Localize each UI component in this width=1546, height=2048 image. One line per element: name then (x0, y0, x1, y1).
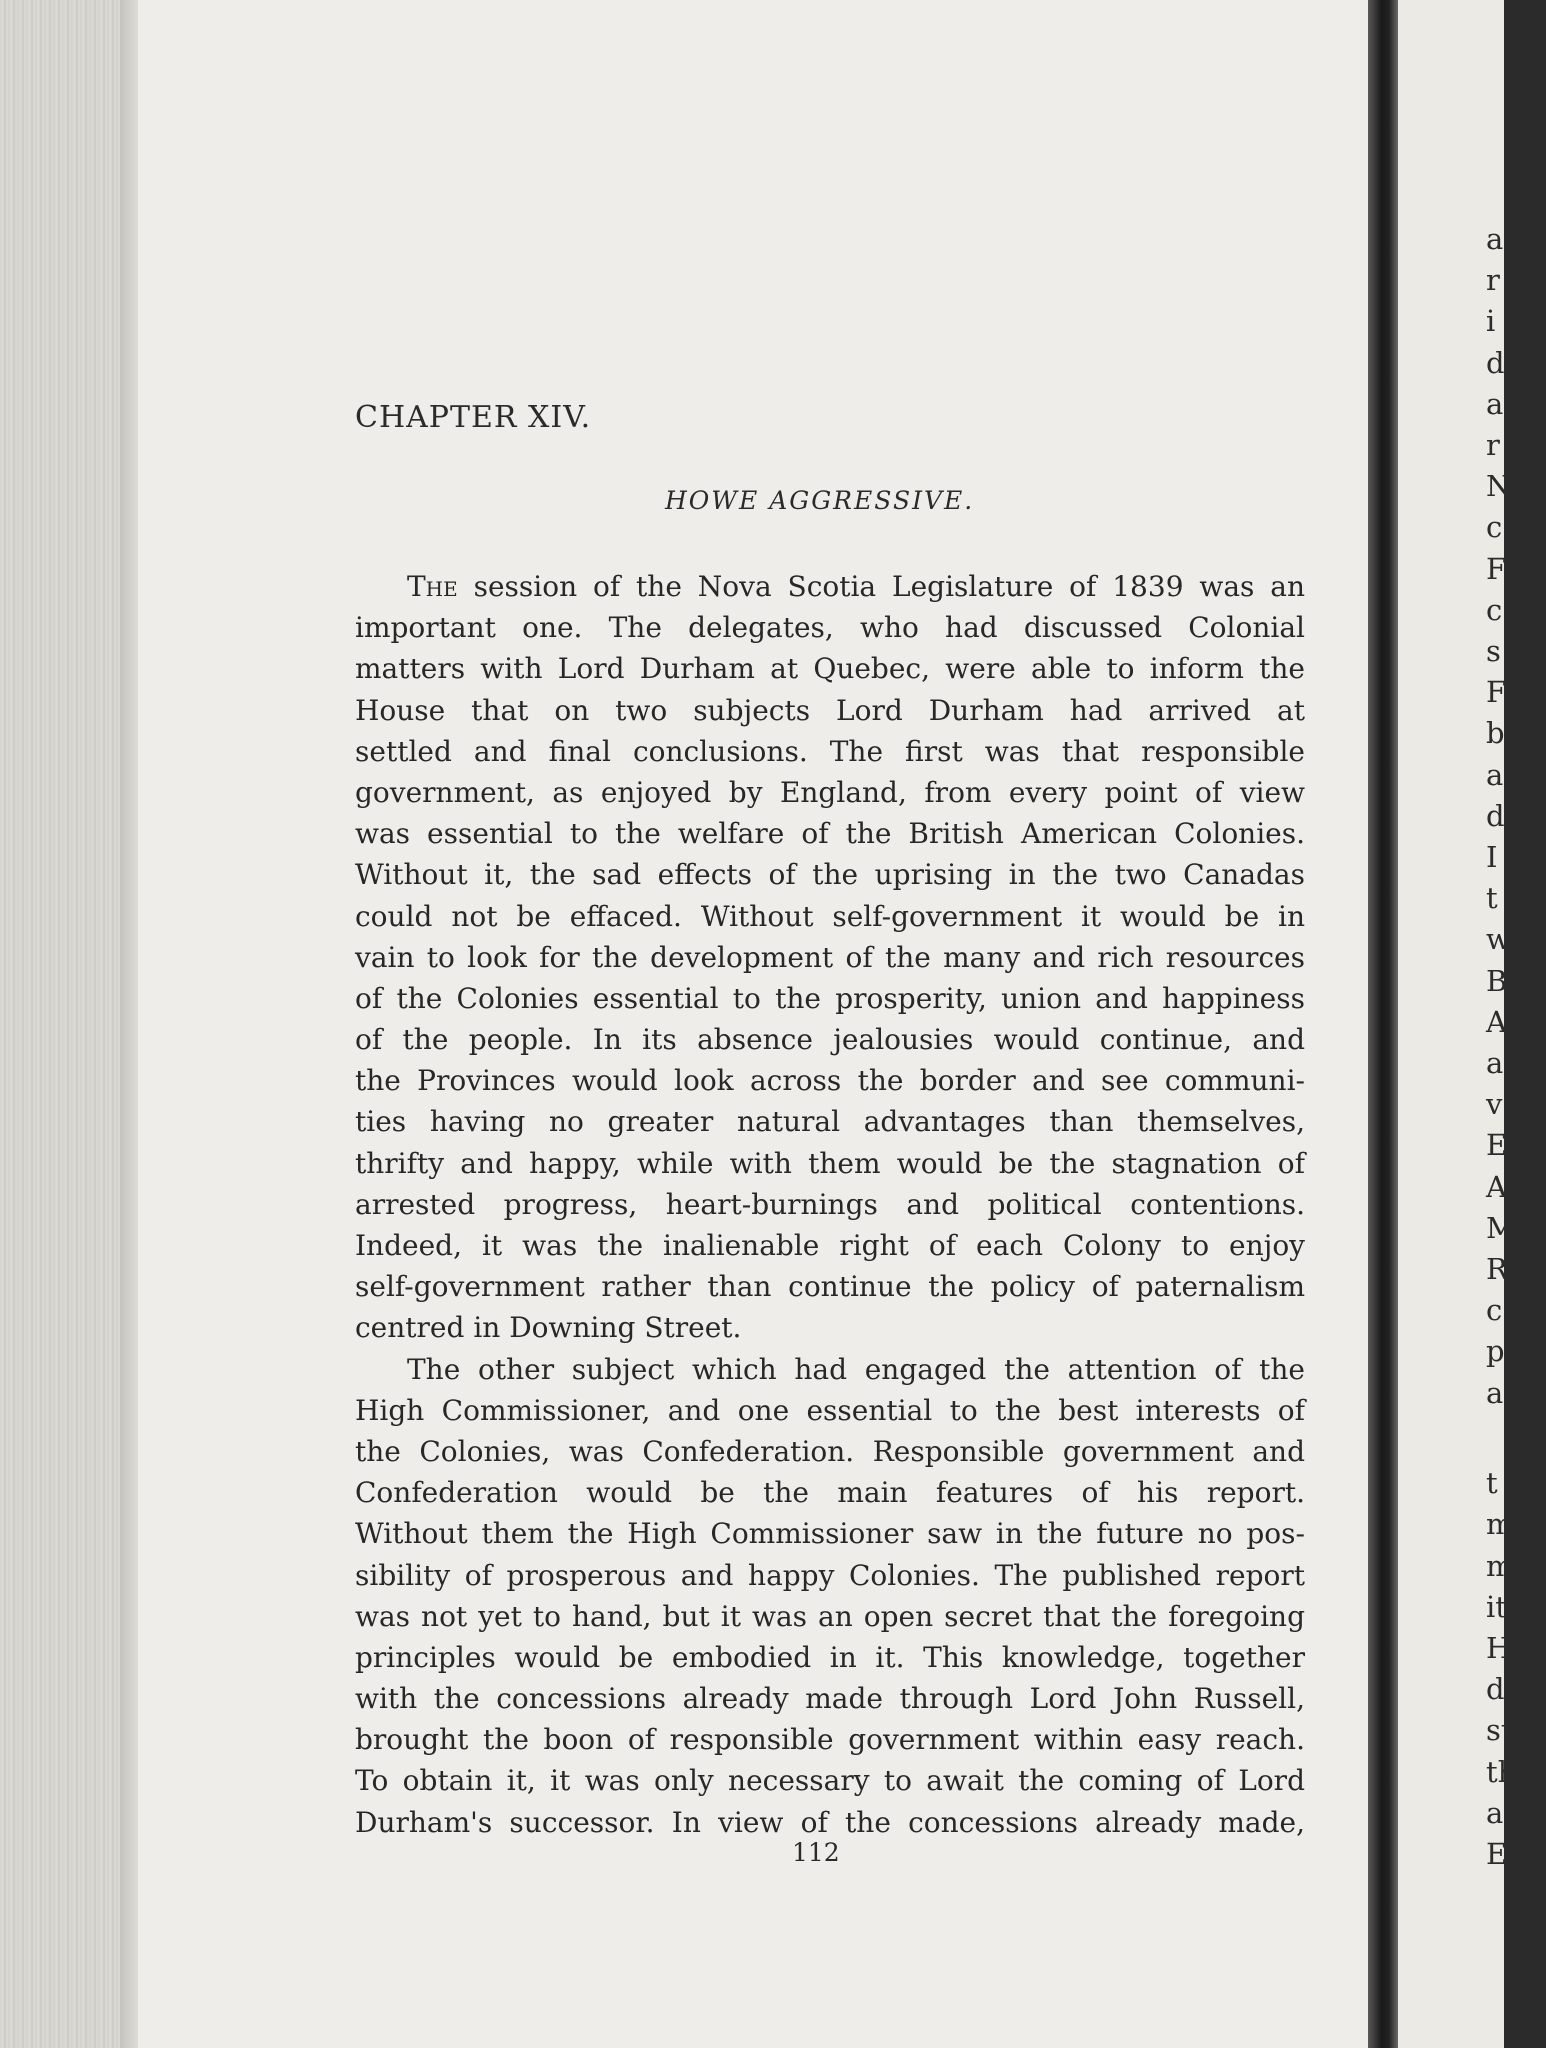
facing-page-line-fragment: a (1486, 757, 1504, 792)
facing-page-line-fragment: c (1486, 510, 1503, 545)
facing-page-line-fragment: a (1486, 222, 1504, 256)
facing-page-line-fragment: v (1486, 1087, 1503, 1122)
facing-page-line-fragment: a (1486, 386, 1504, 421)
body-line: important one. The delegates, who had discussed Colonial (355, 611, 1305, 645)
chapter-subtitle: HOWE AGGRESSIVE. (665, 486, 975, 515)
body-line: was not yet to hand, but it was an open secret that the foregoing (355, 1599, 1305, 1633)
body-line: principles would be embodied in it. This knowledge, together (355, 1640, 1305, 1674)
facing-page-line-fragment: r (1486, 428, 1500, 462)
body-line: the Provinces would look across the border and see communi- (355, 1064, 1305, 1098)
facing-page-line-fragment: d (1486, 798, 1505, 833)
facing-page-line-fragment: c (1486, 1293, 1503, 1328)
body-line: could not be effaced. Without self-government it would be in (355, 899, 1305, 933)
facing-page-line-fragment: th (1486, 1754, 1517, 1789)
facing-page-line-fragment: m (1486, 1507, 1514, 1542)
body-line: self-government rather than continue the policy of paternalism (355, 1270, 1305, 1304)
facing-page-line-fragment: B (1486, 963, 1508, 998)
body-line: of the people. In its absence jealousies would continue, and (355, 1023, 1305, 1057)
facing-page-line-fragment: I (1486, 840, 1498, 874)
facing-page-line-fragment: F (1486, 675, 1507, 710)
facing-page-line-fragment: w (1486, 922, 1511, 957)
body-line: matters with Lord Durham at Quebec, were able to inform the (355, 652, 1305, 686)
facing-page (1398, 0, 1517, 2048)
body-line: vain to look for the development of the many and rich resources (355, 940, 1305, 974)
body-line: House that on two subjects Lord Durham had arrived at (355, 693, 1305, 727)
facing-page-line-fragment: b (1486, 716, 1505, 751)
body-line: brought the boon of responsible government within easy reach. (355, 1723, 1305, 1757)
body-line: settled and final conclusions. The first was that responsible (355, 734, 1305, 768)
facing-page-line-fragment: R (1486, 1252, 1508, 1286)
body-line: arrested progress, heart-burnings and political contentions. (355, 1187, 1305, 1221)
facing-page-line-fragment: t (1486, 881, 1498, 916)
facing-page-line-fragment: a (1486, 1795, 1504, 1830)
facing-page-line-fragment: E (1486, 1128, 1508, 1163)
body-line: ties having no greater natural advantages than themselves, (355, 1105, 1305, 1139)
body-line: Without them the High Commissioner saw in the future no pos- (355, 1517, 1305, 1551)
body-line: sibility of prosperous and happy Colonies. The published report (355, 1558, 1305, 1592)
facing-page-line-fragment: it (1486, 1589, 1507, 1624)
facing-page-line-fragment: E (1486, 1837, 1508, 1872)
body-line: Durham's successor. In view of the concessions already made, (355, 1805, 1305, 1839)
facing-page-line-fragment: i (1486, 304, 1496, 339)
body-line: High Commissioner, and one essential to the best interests of (355, 1393, 1305, 1427)
body-line: The other subject which had engaged the attention of the (407, 1352, 1305, 1386)
body-line: Confederation would be the main features of his report. (355, 1476, 1305, 1510)
facing-page-line-fragment: r (1486, 263, 1500, 298)
body-text (355, 566, 1305, 1843)
facing-page-line-fragment: m (1486, 1548, 1514, 1583)
page-number: 112 (792, 1838, 840, 1867)
body-line: Indeed, it was the inalienable right of each Colony to enjoy (355, 1229, 1305, 1262)
facing-page-line-fragment: H (1486, 1631, 1512, 1666)
facing-page-line-fragment: c (1486, 592, 1503, 627)
chapter-title: CHAPTER XIV. (355, 400, 592, 435)
facing-page-line-fragment: A (1486, 1169, 1507, 1204)
facing-page-line-fragment: N (1486, 469, 1512, 504)
body-line: thrifty and happy, while with them would be the stagnation of (355, 1146, 1305, 1180)
book-gutter (1368, 0, 1398, 2048)
facing-page-line-fragment: F (1486, 551, 1507, 586)
body-line: The session of the Nova Scotia Legislature of 1839 was an (407, 570, 1305, 603)
body-line: centred in Downing Street. (355, 1311, 742, 1345)
body-line: was essential to the welfare of the British American Colonies. (355, 817, 1305, 851)
facing-page-line-fragment: M (1486, 1210, 1516, 1245)
body-line: the Colonies, was Confederation. Responsible government and (355, 1434, 1305, 1468)
facing-page-line-fragment: d (1486, 345, 1505, 380)
page-edge-stack (0, 0, 130, 2048)
facing-page-line-fragment: d (1486, 1672, 1505, 1707)
facing-page-line-fragment: t (1486, 1466, 1498, 1501)
facing-page-line-fragment: a (1486, 1046, 1504, 1080)
facing-page-line-fragment: p (1486, 1334, 1505, 1369)
facing-page-line-fragment: st (1486, 1713, 1513, 1748)
body-line: To obtain it, it was only necessary to await the coming of Lord (355, 1764, 1305, 1798)
facing-page-line-fragment: A (1486, 1004, 1507, 1039)
facing-page-line-fragment: a (1486, 1375, 1504, 1410)
facing-page-line-fragment: s (1486, 634, 1501, 668)
body-line: Without it, the sad effects of the uprising in the two Canadas (355, 858, 1305, 892)
body-line: with the concessions already made through Lord John Russell, (355, 1682, 1305, 1716)
body-line: of the Colonies essential to the prosperity, union and happiness (355, 981, 1305, 1015)
body-line: government, as enjoyed by England, from every point of view (355, 775, 1305, 809)
